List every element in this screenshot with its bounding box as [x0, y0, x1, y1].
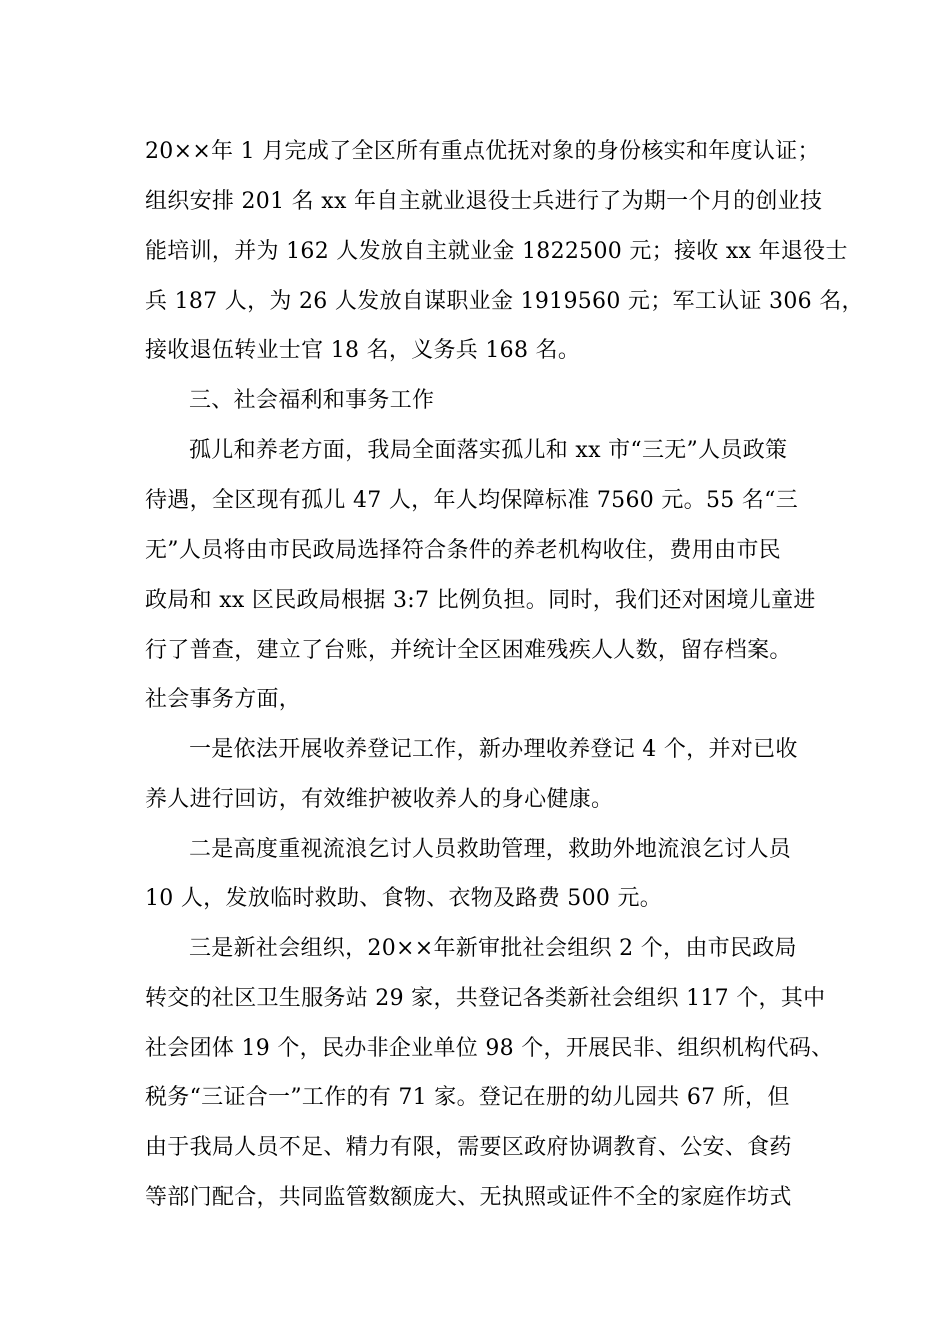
- text-line: 一是依法开展收养登记工作，新办理收养登记 4 个，并对已收: [189, 737, 798, 762]
- text-line: 三是新社会组织，20××年新审批社会组织 2 个，由市民政局: [189, 936, 797, 961]
- text-line: 10 人，发放临时救助、食物、衣物及路费 500 元。: [145, 886, 663, 911]
- text-line: 税务“三证合一”工作的有 71 家。登记在册的幼儿园共 67 所，但: [145, 1085, 790, 1110]
- text-line: 政局和 xx 区民政局根据 3:7 比例负担。同时，我们还对困境儿童进: [145, 588, 816, 613]
- text-line: 行了普查，建立了台账，并统计全区困难残疾人人数，留存档案。: [145, 638, 792, 663]
- text-line: 孤儿和养老方面，我局全面落实孤儿和 xx 市“三无”人员政策: [189, 438, 788, 463]
- text-line: 待遇，全区现有孤儿 47 人，年人均保障标准 7560 元。55 名“三: [145, 488, 798, 513]
- text-line: 二是高度重视流浪乞讨人员救助管理，救助外地流浪乞讨人员: [189, 837, 792, 862]
- text-line: 社会事务方面，: [145, 687, 302, 712]
- text-line: 转交的社区卫生服务站 29 家，共登记各类新社会组织 117 个，其中: [145, 986, 826, 1011]
- section-heading: 三、社会福利和事务工作: [189, 388, 435, 413]
- text-line: 组织安排 201 名 xx 年自主就业退役士兵进行了为期一个月的创业技: [145, 189, 823, 214]
- text-line: 接收退伍转业士官 18 名，义务兵 168 名。: [145, 338, 581, 363]
- text-line: 20××年 1 月完成了全区所有重点优抚对象的身份核实和年度认证；: [145, 139, 820, 164]
- text-line: 等部门配合，共同监管数额庞大、无执照或证件不全的家庭作坊式: [145, 1185, 792, 1210]
- text-line: 无”人员将由市民政局选择符合条件的养老机构收住，费用由市民: [145, 538, 781, 563]
- text-line: 社会团体 19 个，民办非企业单位 98 个，开展民非、组织机构代码、: [145, 1036, 834, 1061]
- text-line: 养人进行回访，有效维护被收养人的身心健康。: [145, 787, 614, 812]
- text-line: 兵 187 人，为 26 人发放自谋职业金 1919560 元；军工认证 306 名，: [145, 289, 864, 314]
- text-line: 由于我局人员不足、精力有限，需要区政府协调教育、公安、食药: [145, 1135, 792, 1160]
- text-line: 能培训，并为 162 人发放自主就业金 1822500 元；接收 xx 年退役士: [145, 239, 848, 264]
